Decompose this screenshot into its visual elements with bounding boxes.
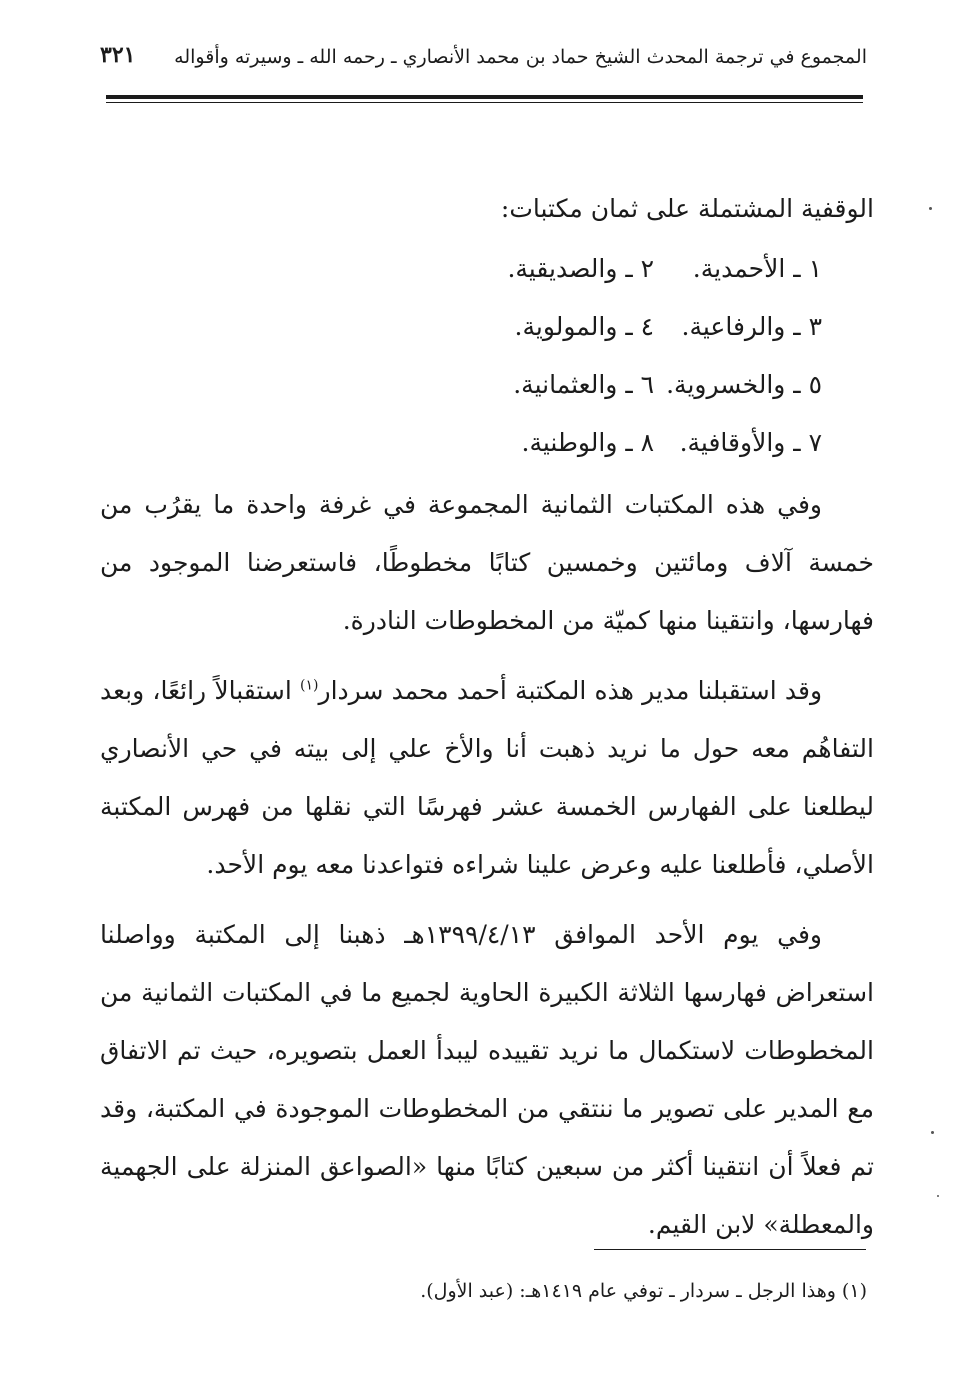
footnote-reference: (١)	[300, 677, 319, 694]
running-header	[100, 38, 867, 78]
list-item: ٧ ـ والأوقافية.	[679, 428, 822, 457]
list-item: ١ ـ الأحمدية.	[692, 254, 822, 283]
list-item: ٣ ـ والرفاعية.	[681, 312, 822, 341]
list-item: ٨ ـ والوطنية.	[521, 428, 655, 457]
paragraph-collection: وفي هذه المكتبات الثمانية المجموعة في غرفة واحدة ما يقرُب من خمسة آلاف ومائتين وخمسين كتابًا مخطوطًا، فاستعرضنا الموجود من فهارسها، وانتقينا منها كميّة من المخطوطات النادرة.	[100, 490, 874, 635]
header-rule-thin	[106, 102, 863, 103]
scan-speck	[937, 1195, 939, 1197]
list-row	[100, 414, 822, 472]
intro-line: الوقفية المشتملة على ثمان مكتبات:	[500, 194, 874, 223]
list-item: ٦ ـ والعثمانية.	[513, 370, 655, 399]
list-item: ٥ ـ والخسروية.	[666, 370, 822, 399]
paragraph-director-start: وقد استقبلنا مدير هذه المكتبة أحمد محمد سردار	[318, 676, 823, 705]
page-number: ٣٢١	[100, 42, 136, 68]
list-row	[100, 240, 822, 298]
list-item: ٢ ـ والصديقية.	[507, 254, 655, 283]
paragraph-director	[100, 662, 874, 894]
list-item: ٤ ـ والمولوية.	[514, 312, 655, 341]
header-rule-thick	[106, 95, 863, 99]
libraries-list	[100, 240, 874, 472]
scan-speck	[931, 1131, 934, 1134]
main-text	[100, 180, 874, 1266]
paragraph-director-end: استقبالاً رائعًا، وبعد التفاهُم معه حول ما نريد ذهبت أنا والأخ علي إلى بيته في حي الأنصاري ليطلعنا على الفهارس الخمسة عشر فهرسًا التي نقلها من فهرس المكتبة الأصلي، فأطلعنا عليه وعرض علينا شراءه فتواعدنا معه يوم الأحد.	[100, 676, 874, 879]
footnote: (١) وهذا الرجل ـ سردار ـ توفي عام ١٤١٩هـ: (عبد الأول).	[420, 1280, 867, 1302]
list-row	[100, 356, 822, 414]
running-title: المجموع في ترجمة المحدث الشيخ حماد بن محمد الأنصاري ـ رحمه الله ـ وسيرته وأقواله	[174, 46, 867, 68]
footnote-separator	[594, 1249, 866, 1250]
paragraph-sunday: وفي يوم الأحد الموافق ١٣٩٩/٤/١٣هـ ذهبنا إلى المكتبة وواصلنا استعراض فهارسها الثلاثة الكبيرة الحاوية لجميع ما في المكتبات الثمانية من المخطوطات لاستكمال ما نريد تقييده ليبدأ العمل بتصويره، حيث تم الاتفاق مع المدير على تصوير ما ننتقي من المخطوطات الموجودة في المكتبة، وقد تم فعلاً أن انتقينا أكثر من سبعين كتابًا منها «الصواعق المنزلة على الجهمية والمعطلة» لابن القيم.	[100, 920, 874, 1239]
list-row	[100, 298, 822, 356]
scan-speck	[929, 207, 932, 210]
